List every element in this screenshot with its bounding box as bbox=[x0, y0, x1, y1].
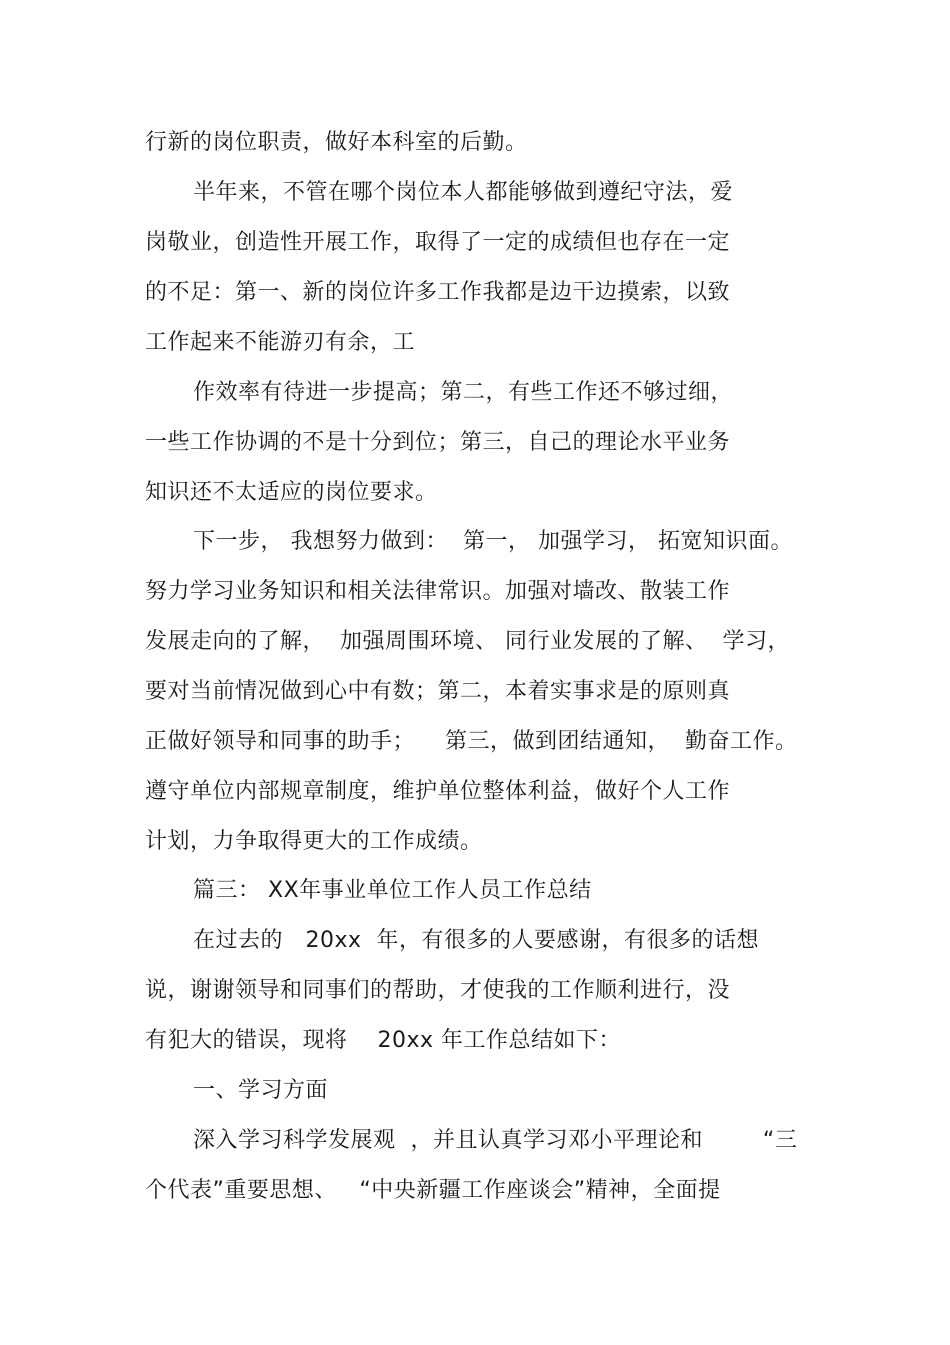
paragraph-line: 下一步， 我想努力做到： 第一， 加强学习， 拓宽知识面。 bbox=[193, 529, 793, 554]
paragraph-line: 说，谢谢领导和同事们的帮助，才使我的工作顺利进行，没 bbox=[145, 978, 731, 1003]
paragraph-line: 半年来，不管在哪个岗位本人都能够做到遵纪守法，爱 bbox=[193, 180, 734, 205]
paragraph-line: 一些工作协调的不是十分到位；第三，自己的理论水平业务 bbox=[145, 430, 731, 455]
paragraph-line: 个代表”重要思想、 “中央新疆工作座谈会”精神，全面提 bbox=[145, 1178, 721, 1203]
paragraph-line: 的不足：第一、新的岗位许多工作我都是边干边摸索，以致 bbox=[145, 280, 731, 305]
section-heading: 篇三： XX年事业单位工作人员工作总结 bbox=[193, 878, 592, 903]
paragraph-line: 作效率有待进一步提高；第二，有些工作还不够过细， bbox=[193, 380, 734, 405]
paragraph-line: 知识还不太适应的岗位要求。 bbox=[145, 480, 438, 505]
paragraph-line: 行新的岗位职责，做好本科室的后勤。 bbox=[145, 130, 528, 155]
paragraph-line: 岗敬业，创造性开展工作，取得了一定的成绩但也存在一定 bbox=[145, 230, 731, 255]
paragraph-line: 有犯大的错误，现将 20xx 年工作总结如下： bbox=[145, 1028, 622, 1053]
paragraph-line: 要对当前情况做到心中有数；第二，本着实事求是的原则真 bbox=[145, 679, 731, 704]
subsection-heading: 一、学习方面 bbox=[193, 1078, 329, 1103]
paragraph-line: 工作起来不能游刃有余，工 bbox=[145, 330, 416, 355]
paragraph-line: 发展走向的了解， 加强周围环境、 同行业发展的了解、 学习， bbox=[145, 629, 790, 654]
paragraph-line: 在过去的 20xx 年，有很多的人要感谢，有很多的话想 bbox=[193, 928, 760, 953]
paragraph-line: 努力学习业务知识和相关法律常识。加强对墙改、散装工作 bbox=[145, 579, 731, 604]
paragraph-line: 正做好领导和同事的助手； 第三，做到团结通知， 勤奋工作。 bbox=[145, 729, 798, 754]
paragraph-line: 计划，力争取得更大的工作成绩。 bbox=[145, 829, 483, 854]
paragraph-line: 深入学习科学发展观 ，并且认真学习邓小平理论和 “三 bbox=[193, 1128, 798, 1153]
paragraph-line: 遵守单位内部规章制度，维护单位整体利益，做好个人工作 bbox=[145, 779, 731, 804]
